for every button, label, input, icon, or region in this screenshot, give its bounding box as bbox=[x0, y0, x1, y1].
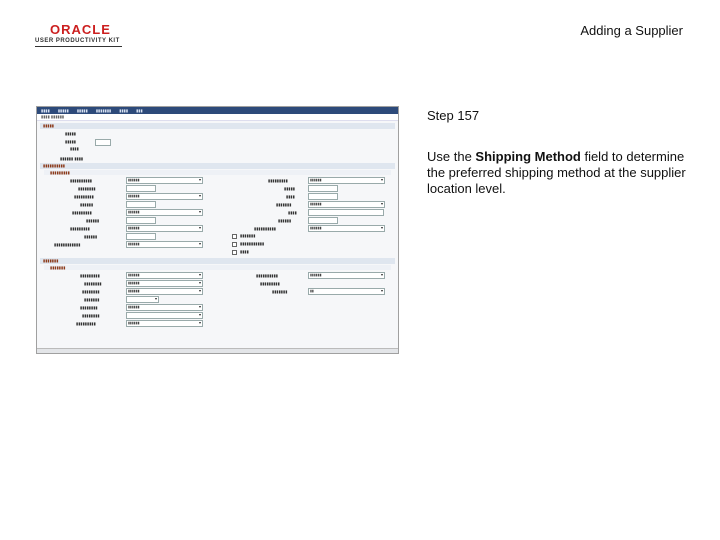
instruction-text-end: field to determine the preferred shipping method at the supplier location level. bbox=[427, 149, 686, 196]
screenshot-section-location: ▮▮▮▮▮ ▮▮▮▮▮ ▮▮▮▮▮ ▮▮▮▮ ▮▮▮▮▮▮ ▮▮▮▮ bbox=[40, 123, 395, 161]
slide-title: Adding a Supplier bbox=[580, 23, 683, 38]
application-screenshot bbox=[36, 106, 399, 354]
screenshot-menu-bar: ▮▮▮▮ ▮▮▮▮▮ ▮▮▮▮▮ ▮▮▮▮▮▮▮ ▮▮▮▮ ▮▮▮ bbox=[37, 107, 398, 114]
instruction-field-name: Shipping Method bbox=[475, 149, 581, 164]
screenshot-section-dispatch: ▮▮▮▮▮▮▮ ▮▮▮▮▮▮▮ ▮▮▮▮▮▮▮▮▮ ▮▮▮▮▮▮ ▾ ▮▮▮▮▮▮▮▮ ▮▮▮▮▮▮ ▾ ▮▮▮▮▮▮▮▮ ▮▮▮▮▮▮ ▾ ▮▮▮▮▮▮▮ ▾ ▮▮▮▮▮▮▮▮ ▮▮▮▮▮▮ ▾ ▮▮▮▮▮▮▮▮ ▾ ▮▮▮▮▮▮▮▮▮ ▮▮▮▮▮▮ ▾ ▮▮▮▮▮▮▮▮▮▮ ▮▮▮▮▮▮ ▾ ▮▮▮▮▮▮▮▮▮ ▮▮▮▮▮▮▮ ▮▮ ▾ bbox=[40, 258, 395, 331]
screenshot-scrollbar bbox=[37, 348, 398, 353]
screenshot-breadcrumb: ▮▮▮▮ ▮▮▮▮▮▮ bbox=[37, 114, 398, 121]
logo-divider bbox=[35, 46, 122, 47]
step-number: Step 157 bbox=[427, 108, 480, 123]
step-instruction bbox=[427, 149, 692, 197]
screenshot-section-procurement: ▮▮▮▮▮▮▮▮▮▮ ▮▮▮▮▮▮▮▮▮ ▮▮▮▮▮▮▮▮▮▮ ▮▮▮▮▮▮ ▾ ▮▮▮▮▮▮▮▮ ▮▮▮▮▮▮▮▮▮ ▮▮▮▮▮▮ ▾ ▮▮▮▮▮▮ ▮▮▮▮▮▮▮▮▮ ▮▮▮▮▮▮ ▾ ▮▮▮▮▮▮ ▮▮▮▮▮▮▮▮▮ ▮▮▮▮▮▮ ▾ ▮▮▮▮▮▮ ▮▮▮▮▮▮▮▮▮▮▮▮ ▮▮▮▮▮▮ ▾ ▮▮▮▮▮▮▮▮▮ ▮▮▮▮▮▮ ▾ ▮▮▮▮▮ ▮▮▮▮ ▮▮▮▮▮▮▮ ▮▮▮▮▮▮ ▾ ▮▮▮▮ ▮▮▮▮▮▮ ▮▮▮▮▮▮▮▮▮▮ ▮▮▮▮▮▮ ▾ ▮▮▮▮▮▮▮ ▮▮▮▮▮▮▮▮▮▮▮ ▮▮▮▮ bbox=[40, 163, 395, 256]
logo-subtext: USER PRODUCTIVITY KIT bbox=[35, 38, 120, 44]
instruction-text-start: Use the bbox=[427, 149, 476, 164]
logo-wordmark: ORACLE bbox=[50, 22, 111, 37]
